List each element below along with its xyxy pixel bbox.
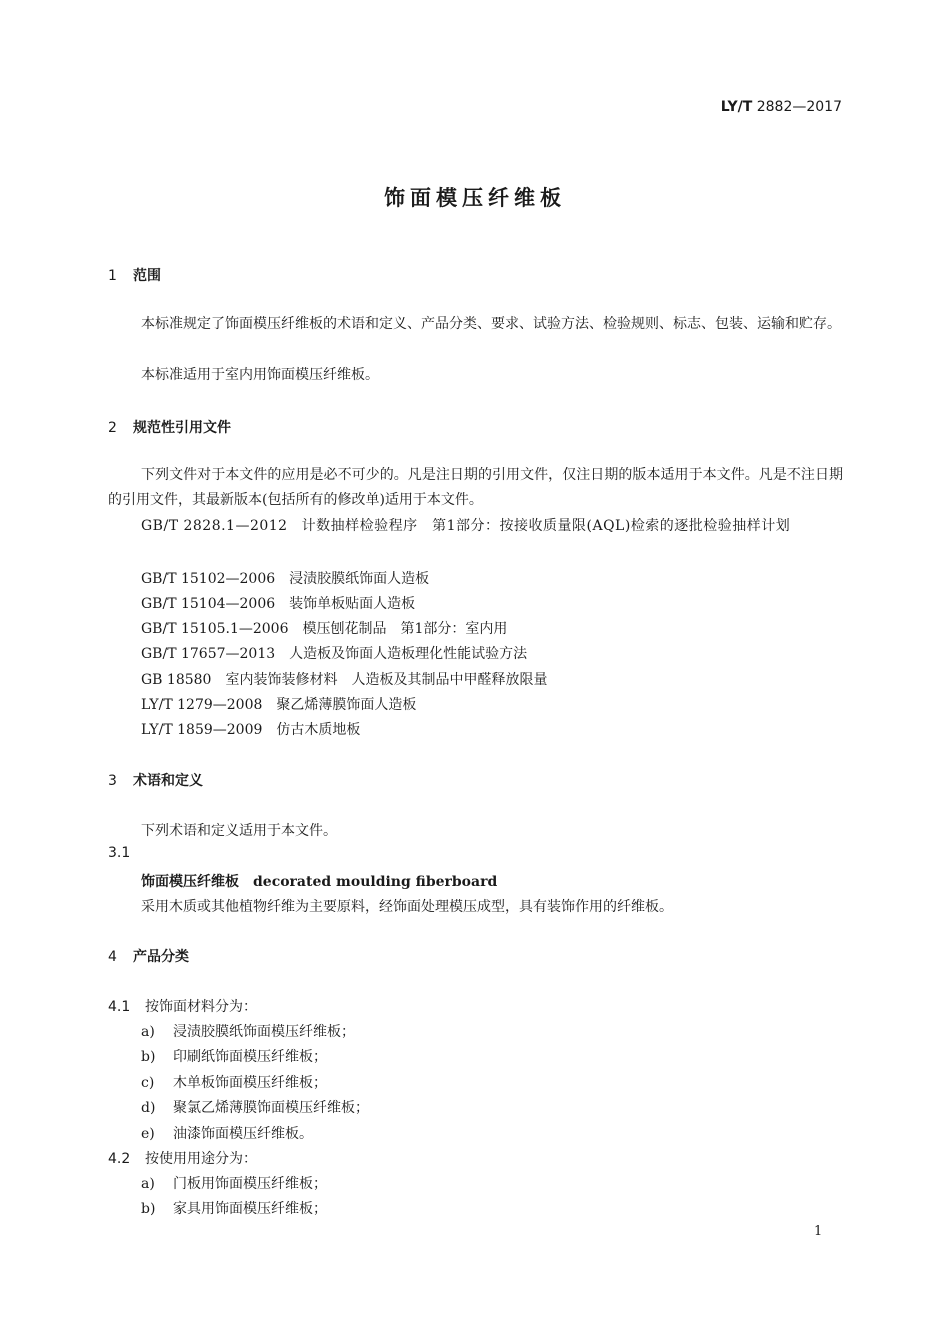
section-3-paragraph-1: 下列术语和定义适用于本文件。 [141,823,337,839]
section-1-paragraph-2: 本标准适用于室内用饰面模压纤维板。 [141,367,379,383]
section-4-heading: 4 产品分类 [108,949,189,965]
reference-item: LY/T 1859—2009 仿古木质地板 [141,722,361,738]
list-item: a) 浸渍胶膜纸饰面模压纤维板； [141,1024,355,1040]
clause-4-1: 4.1 按饰面材料分为： [108,999,257,1015]
clause-4-2: 4.2 按使用用途分为： [108,1151,257,1167]
list-item: e) 油漆饰面模压纤维板。 [141,1126,313,1142]
list-item: d) 聚氯乙烯薄膜饰面模压纤维板； [141,1100,369,1116]
section-2-paragraph-1: 下列文件对于本文件的应用是必不可少的。凡是注日期的引用文件，仅注日期的版本适用于本文件。凡是不注日期的引用文件，其最新版本(包括所有的修改单)适用于本文件。 [108,467,843,508]
document-title: 饰面模压纤维板 [384,186,566,210]
reference-item: LY/T 1279—2008 聚乙烯薄膜饰面人造板 [141,697,417,713]
list-item: b) 印刷纸饰面模压纤维板； [141,1049,327,1065]
term-heading: 饰面模压纤维板 decorated moulding fiberboard [141,874,498,890]
list-item: b) 家具用饰面模压纤维板； [141,1201,327,1217]
list-item: c) 木单板饰面模压纤维板； [141,1075,327,1091]
reference-item: GB/T 17657—2013 人造板及饰面人造板理化性能试验方法 [141,646,528,662]
reference-item: GB/T 15104—2006 装饰单板贴面人造板 [141,596,416,612]
standard-number: LY/T 2882—2017 [720,99,842,115]
term-definition: 采用木质或其他植物纤维为主要原料，经饰面处理模压成型，具有装饰作用的纤维板。 [141,899,673,915]
section-1-heading: 1 范围 [108,268,161,284]
page-number: 1 [814,1224,823,1239]
reference-item: GB/T 2828.1—2012 计数抽样检验程序 第1部分：按接收质量限(AQL)检索的逐批检验抽样计划 [141,518,791,534]
reference-item: GB/T 15105.1—2006 模压刨花制品 第1部分：室内用 [141,621,508,637]
section-1-paragraph-1: 本标准规定了饰面模压纤维板的术语和定义、产品分类、要求、试验方法、检验规则、标志、包装、运输和贮存。 [141,316,841,332]
reference-item: GB 18580 室内装饰装修材料 人造板及其制品中甲醛释放限量 [141,672,548,688]
list-item: a) 门板用饰面模压纤维板； [141,1176,327,1192]
reference-item: GB/T 15102—2006 浸渍胶膜纸饰面人造板 [141,571,430,587]
term-number: 3.1 [108,845,131,861]
section-3-heading: 3 术语和定义 [108,773,203,789]
section-2-heading: 2 规范性引用文件 [108,420,231,436]
